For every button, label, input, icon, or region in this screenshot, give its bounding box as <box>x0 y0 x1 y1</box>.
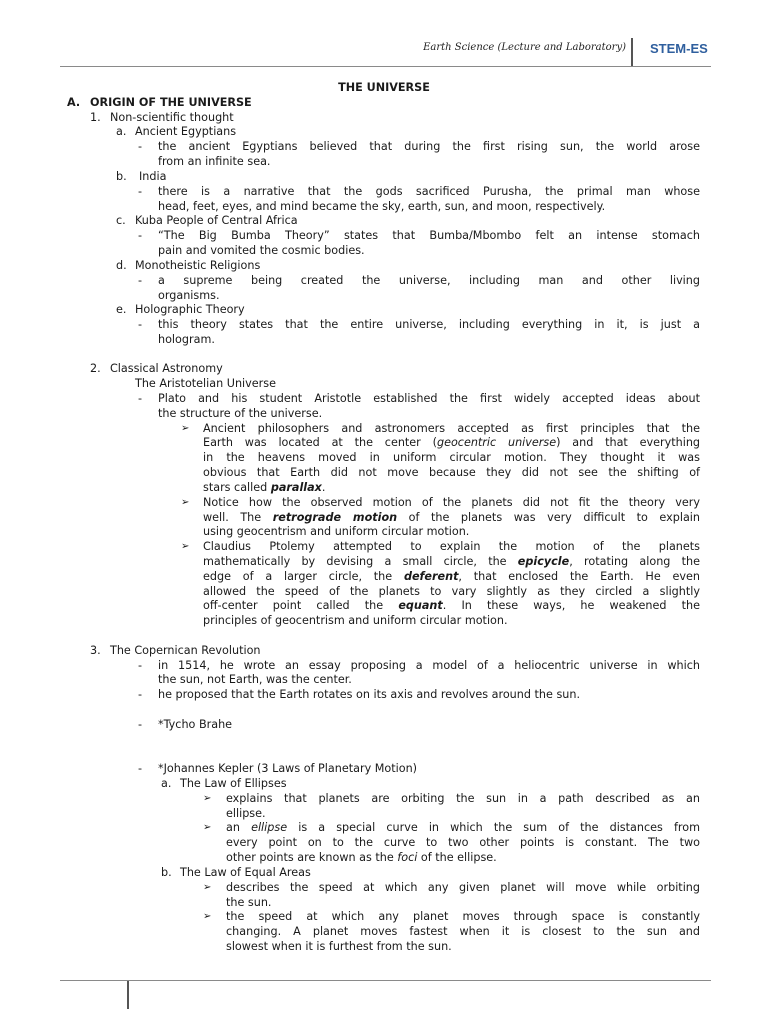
bullet-text: mathematically by devising a small circle, the epicycle, rotating along the <box>203 555 700 568</box>
item-2-marker: 2. <box>90 362 101 375</box>
item-1c-text-cont: pain and vomited the cosmic bodies. <box>158 244 365 257</box>
item-1a-text: the ancient Egyptians believed that during the first rising sun, the world arose <box>158 140 700 153</box>
item-1a-marker: a. <box>116 125 127 138</box>
bullet-text: every point on to the curve to two other points is constant. The two <box>226 836 700 849</box>
dash: - <box>138 318 143 331</box>
kepler-heading: *Johannes Kepler (3 Laws of Planetary Motion) <box>158 762 418 775</box>
strand-label: STEM-ES <box>650 41 708 56</box>
footer-rule <box>60 980 711 981</box>
dash: - <box>138 274 143 287</box>
item-2-text: Plato and his student Aristotle established the first widely accepted ideas about <box>158 392 700 405</box>
item-1b-text-cont: head, feet, eyes, and mind became the sky, earth, sun, and moon, respectively. <box>158 200 606 213</box>
bullet-text: describes the speed at which any given planet will move while orbiting <box>226 881 700 894</box>
bullet-text: ellipse. <box>226 807 266 820</box>
dash: - <box>138 185 143 198</box>
header-divider <box>631 38 633 66</box>
dash: - <box>138 688 143 701</box>
item-1a-title: Ancient Egyptians <box>135 125 237 138</box>
bullet-text: allowed the speed of the planets to vary slightly as they circled a slightly <box>203 585 700 598</box>
item-1e-text: this theory states that the entire universe, including everything in it, is just a <box>158 318 700 331</box>
bullet-text: principles of geocentrism and uniform circular motion. <box>203 614 508 627</box>
page-title: THE UNIVERSE <box>338 81 430 94</box>
dash: - <box>138 140 143 153</box>
bullet-text: Claudius Ptolemy attempted to explain the motion of the planets <box>203 540 700 553</box>
item-2-subtitle: The Aristotelian Universe <box>135 377 276 390</box>
arrow-bullet-icon: ➢ <box>203 822 212 833</box>
item-3-marker: 3. <box>90 644 101 657</box>
bullet-text: well. The retrograde motion of the planets was very difficult to explain <box>203 511 700 524</box>
item-2-text-cont: the structure of the universe. <box>158 407 323 420</box>
tycho-brahe: *Tycho Brahe <box>158 718 233 731</box>
item-1e-text-cont: hologram. <box>158 333 215 346</box>
item-3-title: The Copernican Revolution <box>110 644 261 657</box>
bullet-text: off-center point called the equant. In these ways, he weakened the <box>203 599 700 612</box>
bullet-text: changing. A planet moves fastest when it is closest to the sun and <box>226 925 700 938</box>
law-a-marker: a. <box>161 777 172 790</box>
bullet-text: stars called parallax. <box>203 481 326 494</box>
item-3-text: he proposed that the Earth rotates on its axis and revolves around the sun. <box>158 688 581 701</box>
item-1-title: Non-scientific thought <box>110 111 234 124</box>
dash: - <box>138 229 143 242</box>
dash: - <box>138 762 143 775</box>
bullet-text: obvious that Earth did not move because they did not see the shifting of <box>203 466 700 479</box>
item-1d-text: a supreme being created the universe, including man and other living <box>158 274 700 287</box>
bullet-text: an ellipse is a special curve in which the sum of the distances from <box>226 821 700 834</box>
bullet-text: using geocentrism and uniform circular motion. <box>203 525 470 538</box>
header-rule <box>60 66 711 67</box>
item-1b-text: there is a narrative that the gods sacrificed Purusha, the primal man whose <box>158 185 700 198</box>
arrow-bullet-icon: ➢ <box>203 793 212 804</box>
section-a-marker: A. <box>67 96 81 109</box>
section-a-title: ORIGIN OF THE UNIVERSE <box>90 96 252 109</box>
bullet-text: slowest when it is furthest from the sun. <box>226 940 452 953</box>
dash: - <box>138 392 143 405</box>
item-1d-title: Monotheistic Religions <box>135 259 261 272</box>
bullet-text: Earth was located at the center (geocentric universe) and that everything <box>203 436 701 449</box>
bullet-text: Notice how the observed motion of the planets did not fit the theory very <box>203 496 700 509</box>
footer-divider <box>127 981 129 1009</box>
bullet-text: edge of a larger circle, the deferent, that enclosed the Earth. He even <box>203 570 700 583</box>
course-title: Earth Science (Lecture and Laboratory) <box>423 42 626 53</box>
dash: - <box>138 718 143 731</box>
arrow-bullet-icon: ➢ <box>181 497 190 508</box>
item-1-marker: 1. <box>90 111 101 124</box>
arrow-bullet-icon: ➢ <box>181 541 190 552</box>
item-1e-marker: e. <box>116 303 127 316</box>
item-1b-marker: b. <box>116 170 127 183</box>
law-a-title: The Law of Ellipses <box>180 777 287 790</box>
arrow-bullet-icon: ➢ <box>203 882 212 893</box>
item-1e-title: Holographic Theory <box>135 303 245 316</box>
law-b-marker: b. <box>161 866 172 879</box>
arrow-bullet-icon: ➢ <box>181 423 190 434</box>
item-1d-marker: d. <box>116 259 127 272</box>
item-1c-marker: c. <box>116 214 126 227</box>
bullet-text: other points are known as the foci of the ellipse. <box>226 851 497 864</box>
item-1c-text: “The Big Bumba Theory” states that Bumba/Mbombo felt an intense stomach <box>158 229 700 242</box>
bullet-text: the sun. <box>226 896 272 909</box>
bullet-text: the speed at which any planet moves through space is constantly <box>226 910 700 923</box>
item-3-text: in 1514, he wrote an essay proposing a model of a heliocentric universe in which <box>158 659 700 672</box>
item-1d-text-cont: organisms. <box>158 289 220 302</box>
item-2-title: Classical Astronomy <box>110 362 223 375</box>
item-1b-title: India <box>139 170 167 183</box>
item-1a-text-cont: from an infinite sea. <box>158 155 271 168</box>
bullet-text: Ancient philosophers and astronomers accepted as first principles that the <box>203 422 700 435</box>
dash: - <box>138 659 143 672</box>
item-1c-title: Kuba People of Central Africa <box>135 214 298 227</box>
bullet-text: explains that planets are orbiting the sun in a path described as an <box>226 792 700 805</box>
arrow-bullet-icon: ➢ <box>203 911 212 922</box>
law-b-title: The Law of Equal Areas <box>180 866 311 879</box>
bullet-text: in the heavens moved in uniform circular motion. They thought it was <box>203 451 700 464</box>
item-3-text-cont: the sun, not Earth, was the center. <box>158 673 352 686</box>
